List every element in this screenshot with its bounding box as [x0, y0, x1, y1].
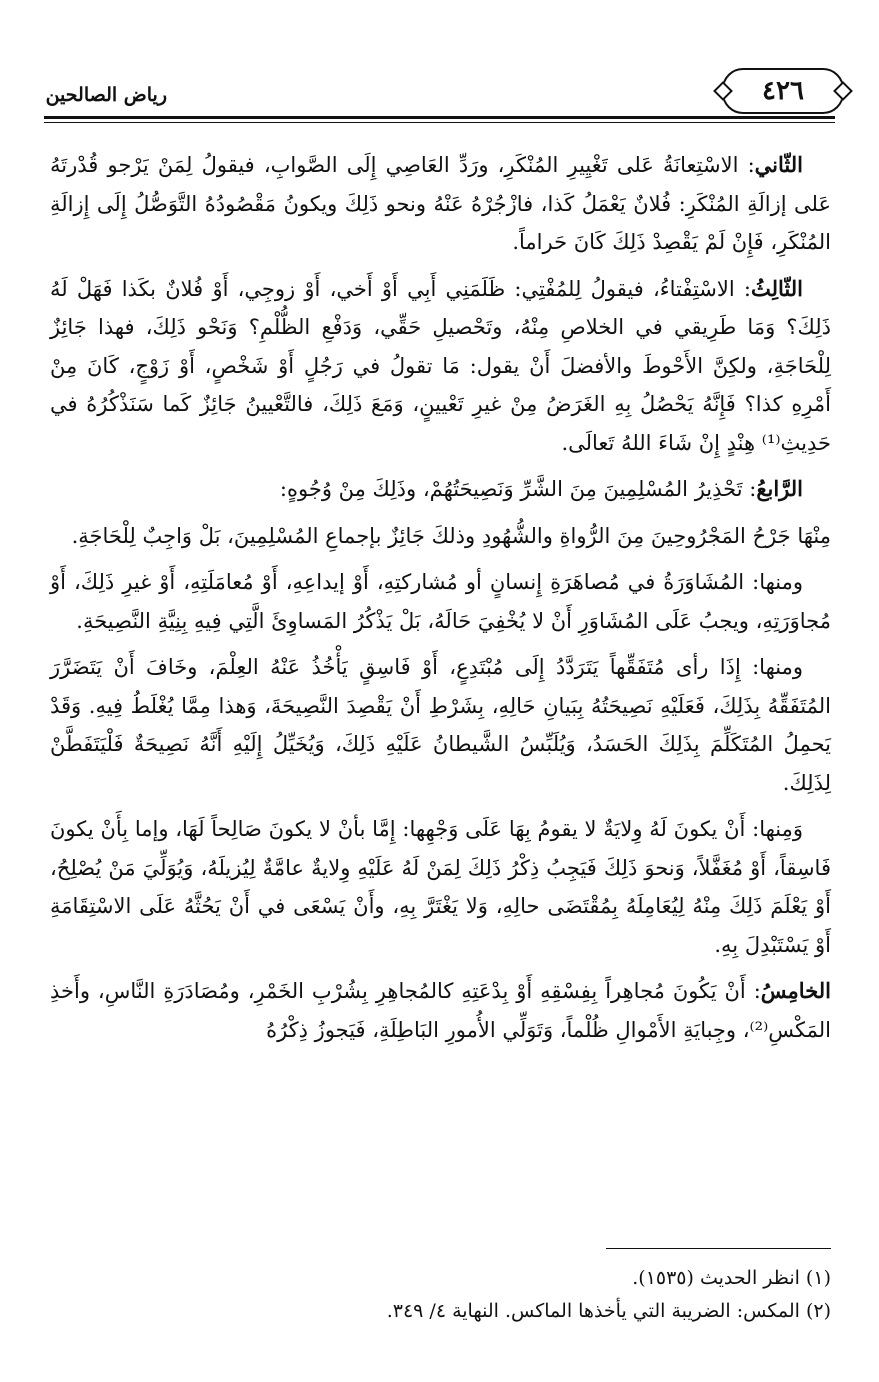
paragraph-narrators — [50, 517, 831, 556]
book-title: رياض الصالحين — [45, 84, 167, 106]
header-divider — [44, 116, 835, 119]
paragraph-lead: الثّاني — [754, 152, 803, 177]
footnotes — [50, 1262, 831, 1328]
paragraph-second — [50, 146, 831, 262]
paragraph-text: وَمِنها: أَنْ يكونَ لَهُ وِلايَةٌ لا يقومُ بِهَا عَلَى وَجْهِها: إِمَّا بأنْ لا يكونَ صَالِحاً لَهَا، وإما بِأَنْ يكونَ فَاسِقاً، أَوْ مُغَفَّلاً، وَنحوَ ذَلِكَ فَيَجِبُ ذِكْرُ ذَلِكَ لِمَنْ لَهُ عَلَيْهِ وِلايةٌ عامَّةٌ لِيُزيلَهُ، وَيُوَلِّيَ مَنْ يُصْلِحُ، أَوْ يَعْلَمَ ذَلِكَ مِنْهُ لِيُعَامِلَهُ بِمُقْتَضَى حالِهِ، وَلا يَغْتَرَّ بِهِ، وأَنْ يَسْعَى في أَنْ يَحُثَّهُ عَلَى الاسْتِقَامَةِ أَوْ يَسْتَبْدِلَ بِهِ. — [50, 817, 831, 957]
paragraph-lead: الثّالِثُ — [751, 275, 803, 301]
paragraph-text: : أَنْ يَكُونَ مُجاهِراً بِفِسْقِهِ أَوْ بِدْعَتِهِ كالمُجاهِرِ بِشُرْبِ الخَمْرِ، ومُصَادَرَةِ النَّاسِ، وأَخذِ المَكْسِ⁽²⁾، وجِبايَةِ الأَمْوالِ ظُلْماً، وَتَوَلِّي الأُمورِ البَاطِلَةِ، فَيَجوزُ ذِكْرُهُ — [50, 979, 831, 1042]
paragraph-lead: الرَّابعُ — [756, 476, 803, 501]
paragraph-text: ومنها: المُشَاوَرَةُ في مُصاهَرَةِ إِنسانٍ أو مُشاركتِهِ، أَوْ إيداعِهِ، أَوْ مُعامَلَتِهِ، أَوْ غيرِ ذَلِكَ، أَوْ مُجاوَرَتِهِ، ويجبُ عَلَى المُشَاوَرِ أَنْ لا يُخْفِيَ حَالَهُ، بَلْ يَذْكُرُ المَساوِئَ الَّتِي فِيهِ بِنِيَّةِ النَّصِيحَةِ. — [50, 570, 831, 633]
paragraph-text: : تَحْذِيرُ المُسْلِمِينَ مِنَ الشَّرِّ وَنَصِيحَتُهُمْ، وذَلِكَ مِنْ وُجُوهٍ: — [279, 477, 757, 501]
paragraph-consultation — [50, 563, 831, 640]
paragraph-third — [50, 270, 831, 463]
paragraph-lead: الخامِسُ — [760, 978, 831, 1003]
paragraph-text: مِنْهَا جَرْحُ المَجْرُوحِينَ مِنَ الرُّواةِ والشُّهُودِ وذلكَ جَائِزٌ بإجماعِ المُسْلِمِينَ، بَلْ وَاجِبٌ لِلْحَاجَةِ. — [71, 523, 831, 548]
footnote-item: (١) انظر الحديث (١٥٣٥). — [632, 1267, 831, 1289]
page-number: ٤٢٦ — [722, 68, 844, 114]
paragraph-text: ومنها: إِذَا رأى مُتَفَقِّهاً يَتَرَدَّدُ إِلَى مُبْتَدِعٍ، أَوْ فَاسِقٍ يَأْخُذُ عَنْهُ العِلْمَ، وخَافَ أَنْ يَتَضَرَّرَ المُتَفَقِّهُ بِذَلِكَ، فَعَلَيْهِ نَصِيحَتُهُ بِبَيانِ حَالِهِ، بِشَرْطِ أَنْ يَقْصِدَ النَّصِيحَةَ، وَهذا مِمَّا يُغْلَطُ فِيهِ. وَقَدْ يَحمِلُ المُتَكَلِّمَ بِذَلِكَ الحَسَدُ، وَيُلَبِّسُ الشَّيطانُ عَلَيْهِ ذَلِكَ، وَيُخَيِّلُ إِلَيْهِ أَنَّهُ نَصِيحَةٌ فَلْيَتَفَطَّنْ لِذَلِكَ. — [50, 655, 831, 795]
paragraph-text: : الاسْتِعانَةُ عَلى تَغْيِيرِ المُنْكَرِ، ورَدِّ العَاصِي إِلَى الصَّوابِ، فيقولُ لِمَنْ يَرْجو قُدْرتَهُ عَلى إزالَةِ المُنْكَرِ: فُلانٌ يَعْمَلُ كَذا، فازْجُرْهُ عَنْهُ ونحو ذَلِكَ ويكونُ مَقْصُودُهُ التَّوَصُّلُ إِلَى إِزالَةِ المُنْكَرِ، فَإِنْ لَمْ يَقْصِدْ ذَلِكَ كَانَ حَراماً. — [50, 153, 831, 254]
page-header — [44, 62, 835, 124]
paragraph-student — [50, 648, 831, 802]
paragraph-fifth — [50, 972, 831, 1049]
paragraph-text: : الاسْتِفْتاءُ، فيقولُ لِلمُفْتِي: ظَلَمَنِي أَبِي أَوْ أَخي، أَوْ زوجِي، أَوْ فُلانٌ بكَذا فَهَلْ لَهُ ذَلِكَ؟ وَمَا طَرِيقي في الخلاصِ مِنْهُ، وتَحْصيلِ حَقِّي، وَدَفْعِ الظُّلْمِ؟ وَنَحْو ذَلِكَ، فهذا جَائِزٌ لِلْحَاجَةِ، ولكِنَّ الأَحْوطَ والأفضلَ أَنْ يقول: مَا تقولُ في رَجُلٍ أَوْ شَخْصٍ، أَوْ زَوْجٍ، كَانَ مِنْ أَمْرِهِ كذا؟ فَإِنَّهُ يَحْصُلُ بِهِ الغَرَضُ مِنْ غيرِ تَعْيينٍ، وَمَعَ ذَلِكَ، فالتَّعْيينُ جَائِزٌ كَما سَنَذْكُرُهُ في حَدِيثِ⁽¹⁾ هِنْدٍ إِنْ شَاءَ اللهُ تَعالَى. — [50, 276, 831, 455]
paragraph-fourth — [50, 470, 831, 509]
paragraph-authority — [50, 810, 831, 964]
footnote-item: (٢) المكس: الضريبة التي يأخذها الماكس. النهاية ٤/ ٣٤٩. — [386, 1300, 831, 1322]
footnote-divider — [606, 1248, 831, 1249]
main-text — [50, 146, 831, 1057]
